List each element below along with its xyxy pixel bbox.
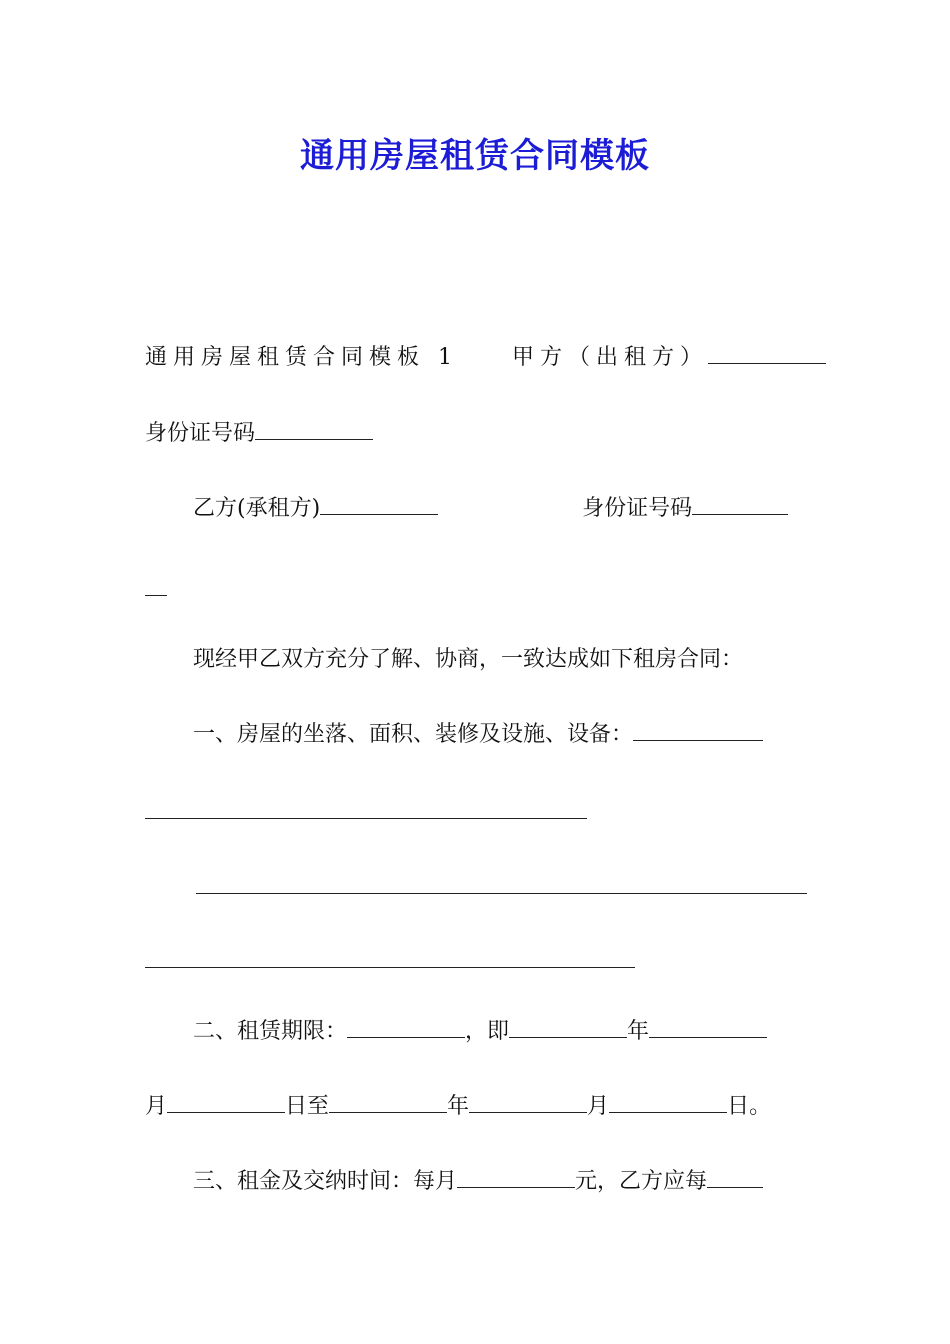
clause-2-text: 二、租赁期限：: [193, 1019, 348, 1044]
party-a-blank: [708, 343, 826, 364]
clause-2-year-label: 年: [627, 1019, 650, 1044]
party-b-line: [145, 494, 807, 524]
party-b-id-blank: [692, 494, 788, 515]
intro-line: [145, 645, 807, 675]
clause-3-line: [145, 1167, 807, 1197]
clause-2-day-to-label: 日至: [285, 1094, 330, 1119]
start-month-blank: [649, 1017, 767, 1038]
start-day-blank: [167, 1092, 285, 1113]
clause-2-continuation: [145, 1092, 807, 1122]
monthly-rent-blank: [457, 1167, 575, 1188]
clause-2-end-month-label: 月: [587, 1094, 610, 1119]
party-a-label: 甲方（出租方）: [512, 345, 709, 370]
clause-3-text: 三、租金及交纳时间：每月: [193, 1169, 458, 1194]
party-a-id-blank: [255, 419, 373, 440]
contract-subtitle: 通用房屋租赁合同模板 1: [145, 345, 458, 370]
party-a-id-line: [145, 419, 807, 449]
clause-2-connector: ，即: [465, 1019, 510, 1044]
document-title: 通用房屋租赁合同模板: [300, 136, 650, 176]
payment-period-blank: [707, 1167, 763, 1188]
clause-2-end-year-label: 年: [447, 1094, 470, 1119]
clause-1-blank-line-2: [145, 818, 587, 819]
clause-2-month-label: 月: [145, 1094, 168, 1119]
clause-1-line: [145, 720, 807, 750]
end-month-blank: [469, 1092, 587, 1113]
end-day-blank: [609, 1092, 727, 1113]
end-year-blank: [329, 1092, 447, 1113]
start-year-blank: [509, 1017, 627, 1038]
party-b-label: 乙方(承租方): [193, 496, 321, 521]
clause-3-continuation: 元，乙方应每: [575, 1169, 708, 1194]
party-b-id-blank-continued: [145, 595, 167, 596]
intro-text: 现经甲乙双方充分了解、协商，一致达成如下租房合同：: [193, 647, 744, 672]
lease-period-blank: [347, 1017, 465, 1038]
clause-2-end-label: 日。: [727, 1094, 772, 1119]
clause-1-blank: [633, 720, 763, 741]
party-a-id-label: 身份证号码: [145, 421, 256, 446]
clause-1-blank-line-4: [145, 967, 635, 968]
party-b-id-label: 身份证号码: [582, 496, 693, 521]
clause-1-blank-line-3: [196, 893, 807, 894]
clause-1-text: 一、房屋的坐落、面积、装修及设施、设备：: [193, 722, 634, 747]
header-line: [145, 343, 807, 373]
party-b-blank: [320, 494, 438, 515]
clause-2-line: [145, 1017, 807, 1047]
